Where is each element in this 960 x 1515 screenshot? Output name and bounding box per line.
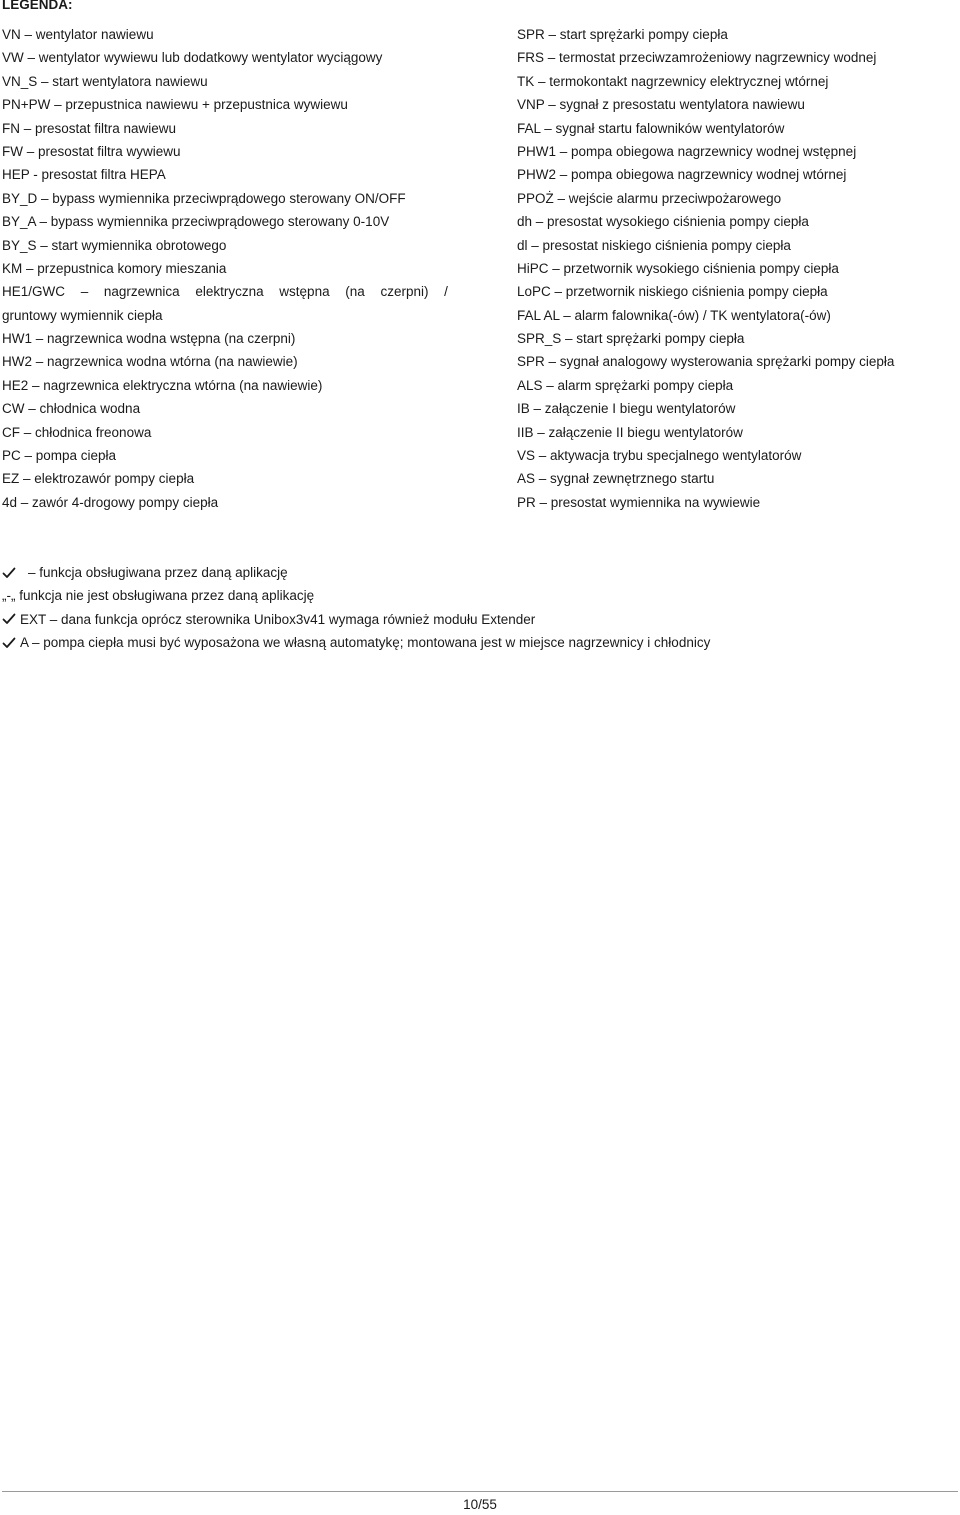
notes-list: [2, 561, 710, 654]
legend-item: BY_S – start wymiennika obrotowego: [2, 237, 227, 253]
legend-item: PPOŻ – wejście alarmu przeciwpożarowego: [517, 190, 782, 206]
legend-item: VS – aktywacja trybu specjalnego wentylatorów: [517, 448, 802, 464]
legend-item: dh – presostat wysokiego ciśnienia pompy ciepła: [517, 214, 809, 230]
note-text: – funkcja obsługiwana przez daną aplikację: [28, 565, 288, 580]
legend-item: FRS – termostat przeciwzamrożeniowy nagrzewnicy wodnej: [517, 50, 877, 66]
legend-item: HiPC – przetwornik wysokiego ciśnienia pompy ciepła: [517, 260, 839, 276]
legend-item: HW2 – nagrzewnica wodna wtórna (na nawiewie): [2, 354, 298, 370]
legend-left-column: [2, 23, 452, 514]
note-item: [2, 631, 710, 654]
legend-item: LoPC – przetwornik niskiego ciśnienia pompy ciepła: [517, 284, 828, 300]
legend-word: HE1/GWC: [2, 284, 66, 300]
legend-item: gruntowy wymiennik ciepła: [2, 307, 163, 323]
legend-item: CF – chłodnica freonowa: [2, 424, 152, 440]
legend-item: VN – wentylator nawiewu: [2, 27, 154, 42]
legend-item: FN – presostat filtra nawiewu: [2, 120, 177, 136]
legend-item: VNP – sygnał z presostatu wentylatora nawiewu: [517, 97, 805, 113]
legend-item: dl – presostat niskiego ciśnienia pompy ciepła: [517, 237, 791, 253]
checkmark-icon: [2, 566, 16, 580]
legend-item: TK – termokontakt nagrzewnicy elektrycznej wtórnej: [517, 73, 829, 89]
note-text: EXT – dana funkcja oprócz sterownika Unibox3v41 wymaga również modułu Extender: [20, 611, 536, 627]
legend-item: 4d – zawór 4-drogowy pompy ciepła: [2, 494, 219, 510]
legend-item: KM – przepustnica komory mieszania: [2, 260, 227, 276]
legend-item: SPR_S – start sprężarki pompy ciepła: [517, 331, 745, 347]
legend-item: VW – wentylator wywiewu lub dodatkowy wentylator wyciągowy: [2, 50, 383, 66]
legend-item: SPR – start sprężarki pompy ciepła: [517, 27, 728, 42]
legend-item: IB – załączenie I biegu wentylatorów: [517, 401, 736, 417]
legend-word: /: [444, 284, 448, 300]
checkmark-icon: [2, 636, 16, 650]
legend-item: SPR – sygnał analogowy wysterowania sprężarki pompy ciepła: [517, 354, 895, 370]
legend-right-column: [517, 23, 957, 514]
legend-item: PN+PW – przepustnica nawiewu + przepustnica wywiewu: [2, 97, 348, 113]
legend-item-justified: [2, 280, 448, 303]
legend-item: VN_S – start wentylatora nawiewu: [2, 73, 208, 89]
legend-item: PR – presostat wymiennika na wywiewie: [517, 494, 761, 510]
footer-divider: [2, 1491, 958, 1492]
note-text: „-„ funkcja nie jest obsługiwana przez daną aplikację: [2, 588, 315, 604]
legend-item: PC – pompa ciepła: [2, 448, 117, 464]
legend-item: CW – chłodnica wodna: [2, 401, 141, 417]
legend-word: –: [80, 284, 89, 300]
legend-item: EZ – elektrozawór pompy ciepła: [2, 471, 195, 487]
legend-item: PHW2 – pompa obiegowa nagrzewnicy wodnej wtórnej: [517, 167, 847, 183]
page-number: 10/55: [463, 1497, 497, 1512]
legend-item: FW – presostat filtra wywiewu: [2, 143, 181, 159]
legend-word: nagrzewnica: [103, 284, 180, 300]
legend-item: PHW1 – pompa obiegowa nagrzewnicy wodnej wstępnej: [517, 143, 857, 159]
note-item: [2, 561, 710, 584]
legend-item: BY_D – bypass wymiennika przeciwprądowego sterowany ON/OFF: [2, 190, 406, 206]
note-text: A – pompa ciepła musi być wyposażona we własną automatykę; montowana jest w miejsce nagrzewnicy i chłodnicy: [20, 634, 711, 650]
legend-item: HW1 – nagrzewnica wodna wstępna (na czerpni): [2, 331, 296, 347]
legend-word: czerpni): [380, 284, 429, 300]
note-item: [2, 608, 710, 631]
legend-word: elektryczna: [195, 284, 264, 300]
legend-item: HEP - presostat filtra HEPA: [2, 167, 166, 183]
legend-item: IIB – załączenie II biegu wentylatorów: [517, 424, 743, 440]
note-item: [2, 584, 710, 607]
legend-item: HE2 – nagrzewnica elektryczna wtórna (na nawiewie): [2, 377, 323, 393]
legend-item: ALS – alarm sprężarki pompy ciepła: [517, 377, 734, 393]
legend-item: AS – sygnał zewnętrznego startu: [517, 471, 715, 487]
legend-title: LEGENDA:: [2, 0, 73, 12]
checkmark-icon: [2, 612, 16, 626]
legend-word: (na: [345, 284, 365, 300]
legend-word: wstępna: [279, 284, 330, 300]
legend-item: BY_A – bypass wymiennika przeciwprądowego sterowany 0-10V: [2, 214, 390, 230]
legend-item: FAL – sygnał startu falowników wentylatorów: [517, 120, 785, 136]
legend-item: FAL AL – alarm falownika(-ów) / TK wentylatora(-ów): [517, 307, 831, 323]
